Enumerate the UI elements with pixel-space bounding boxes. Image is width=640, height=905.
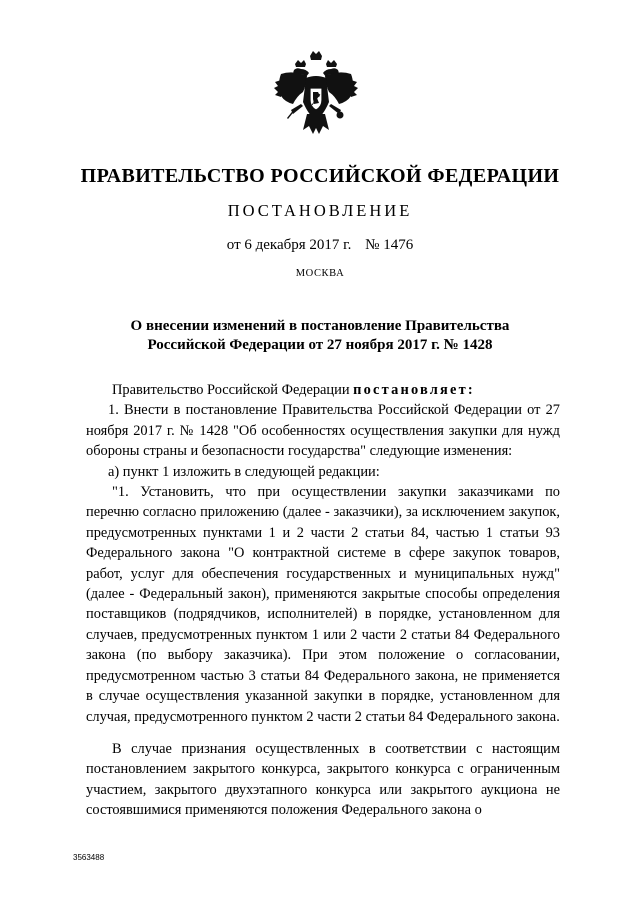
decree-date: от 6 декабря 2017 г. [226,237,352,253]
decree-body [86,380,560,821]
city: МОСКВА [295,268,345,279]
item-1a: а) пункт 1 изложить в следующей редакции: [108,463,380,480]
preamble-decree-word: постановляет: [353,382,475,398]
subject-line-2: Российской Федерации от 27 ноября 2017 г. № 1428 [147,337,493,353]
decree-subject [0,317,640,355]
decree-number: № 1476 [365,237,414,253]
subject-line-1: О внесении изменений в постановление Правительства [130,318,510,334]
preamble-lead: Правительство Российской Федерации [112,382,350,398]
russian-coat-of-arms-icon [273,50,359,144]
document-type: ПОСТАНОВЛЕНИЕ [227,201,413,220]
quoted-paragraph-1: "1. Установить, что при осуществлении закупки заказчиками по перечню согласно приложению (далее - заказчики), за исключением закупок, предусмотренных пунктами 1 и 2 части 2 статьи 84, частью 1 статьи 93 Федерального закона "О контрактной системе в сфере закупок товаров, работ, услуг для обеспечения государственных и муниципальных нужд" (далее - Федеральный закон), применяются закрытые способы определения поставщиков (подрядчиков, исполнителей) в порядке, установленном для случаев, предусмотренных пунктом 1 или 2 части 2 статьи 84 Федерального закона (по выбору заказчика). При этом положение о согласовании, предусмотренном частью 3 статьи 84 Федерального закона, не применяется в случае осуществления указанной закупки в порядке, установленном для случая, предусмотренного пунктом 2 части 2 статьи 84 Федерального закона. [86,484,560,725]
date-number-line [0,237,640,254]
document-code: 3563488 [73,853,105,862]
preamble [86,380,560,400]
quoted-paragraph-2: В случае признания осуществленных в соответствии с настоящим постановлением закрытого конкурса, закрытого конкурса с ограниченным участием, закрытого двухэтапного конкурса или закрытого аукциона не состоявшимися применяются положения Федерального закона о [86,740,560,819]
government-title: ПРАВИТЕЛЬСТВО РОССИЙСКОЙ ФЕДЕРАЦИИ [80,165,560,187]
item-1: 1. Внести в постановление Правительства Российской Федерации от 27 ноября 2017 г. № 1428 "Об особенностях осуществления закупки для нужд обороны страны и безопасности государства" следующие изменения: [86,402,560,460]
